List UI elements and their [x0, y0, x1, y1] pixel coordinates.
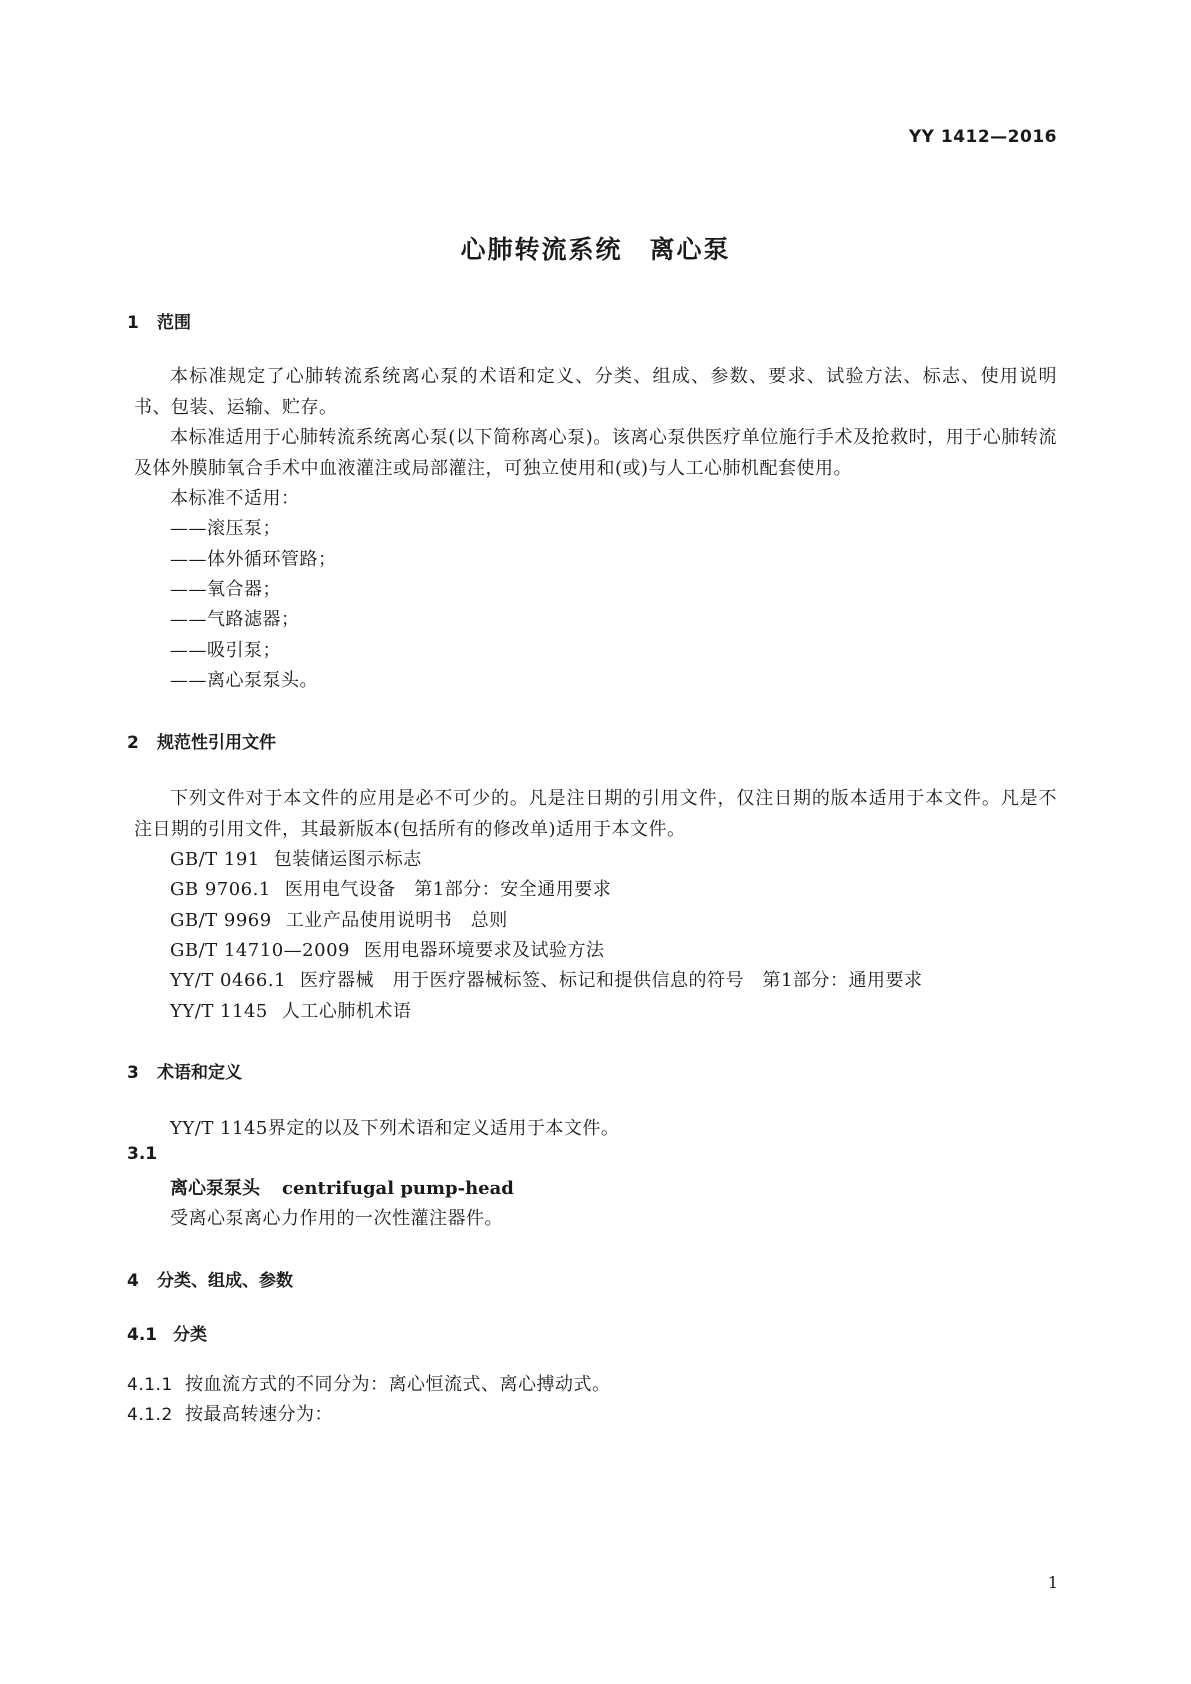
section-title: 分类、组成、参数: [157, 1271, 293, 1291]
reference-name: 工业产品使用说明书 总则: [285, 910, 508, 931]
exclusion-item: ——气路滤器；: [170, 609, 300, 630]
subsection-4-1-heading: [127, 1320, 207, 1345]
reference-item: [170, 936, 604, 962]
scope-paragraph-2: 本标准适用于心肺转流系统离心泵(以下简称离心泵)。该离心泵供医疗单位施行手术及抢救时，用于心肺转流及体外膜肺氧合手术中血液灌注或局部灌注，可独立使用和(或)与人工心肺机配套使用。: [134, 427, 1057, 479]
section-title: 范围: [157, 313, 191, 333]
section-3-heading: [127, 1058, 242, 1083]
section-4-heading: [127, 1266, 293, 1291]
clause-number: 4.1.2: [127, 1405, 173, 1425]
references-paragraph: 下列文件对于本文件的应用是必不可少的。凡是注日期的引用文件，仅注日期的版本适用于本文件。凡是不注日期的引用文件，其最新版本(包括所有的修改单)适用于本文件。: [134, 788, 1057, 840]
reference-code: YY/T 0466.1: [170, 970, 287, 991]
clause-number: 4.1.1: [127, 1375, 173, 1395]
section-number: 4: [127, 1271, 139, 1291]
reference-code: GB/T 191: [170, 849, 260, 870]
subsection-number: 4.1: [127, 1325, 158, 1345]
reference-item: [170, 966, 923, 992]
reference-name: 包装储运图示标志: [273, 849, 422, 870]
clause-text: 按血流方式的不同分为：离心恒流式、离心搏动式。: [185, 1374, 611, 1395]
reference-item: [170, 997, 411, 1023]
standard-code: YY 1412—2016: [908, 127, 1057, 147]
section-title: 规范性引用文件: [157, 733, 276, 753]
reference-code: YY/T 1145: [170, 1001, 268, 1022]
scope-paragraph-1: 本标准规定了心肺转流系统离心泵的术语和定义、分类、组成、参数、要求、试验方法、标志、使用说明书、包装、运输、贮存。: [134, 366, 1057, 418]
reference-code: GB/T 14710—2009: [170, 940, 350, 961]
reference-name: 人工心肺机术语: [281, 1001, 412, 1022]
exclusion-item: ——氧合器；: [170, 579, 281, 600]
subsection-title: 分类: [173, 1325, 207, 1345]
clause-item: [127, 1400, 333, 1426]
exclusion-item: ——离心泵泵头。: [170, 670, 318, 691]
section-number: 1: [127, 313, 139, 333]
section-title: 术语和定义: [157, 1063, 242, 1083]
exclusion-item: ——吸引泵；: [170, 640, 281, 661]
exclusion-item: ——滚压泵；: [170, 518, 281, 539]
clause-text: 按最高转速分为：: [185, 1404, 333, 1425]
reference-code: GB/T 9969: [170, 910, 272, 931]
page-number: 1: [1047, 1573, 1058, 1592]
document-title: 心肺转流系统 离心泵: [460, 235, 731, 264]
term-number: 3.1: [127, 1144, 158, 1164]
section-number: 3: [127, 1063, 139, 1083]
term-entry: [170, 1174, 514, 1200]
section-2-heading: [127, 728, 276, 753]
reference-name: 医疗器械 用于医疗器械标签、标记和提供信息的符号 第1部分：通用要求: [300, 970, 923, 991]
term-definition: 受离心泵离心力作用的一次性灌注器件。: [170, 1208, 503, 1229]
term-english: centrifugal pump-head: [282, 1178, 514, 1199]
reference-code: GB 9706.1: [170, 879, 271, 900]
exclusion-intro: 本标准不适用：: [170, 488, 300, 509]
terms-intro: YY/T 1145界定的以及下列术语和定义适用于本文件。: [170, 1118, 620, 1139]
exclusion-item: ——体外循环管路；: [170, 549, 337, 570]
clause-item: [127, 1370, 611, 1396]
term-chinese: 离心泵泵头: [170, 1178, 260, 1199]
reference-item: [170, 845, 422, 871]
reference-item: [170, 875, 611, 901]
reference-item: [170, 906, 508, 932]
reference-name: 医用电气设备 第1部分：安全通用要求: [284, 879, 612, 900]
section-1-heading: [127, 308, 191, 333]
reference-name: 医用电器环境要求及试验方法: [363, 940, 605, 961]
section-number: 2: [127, 733, 139, 753]
